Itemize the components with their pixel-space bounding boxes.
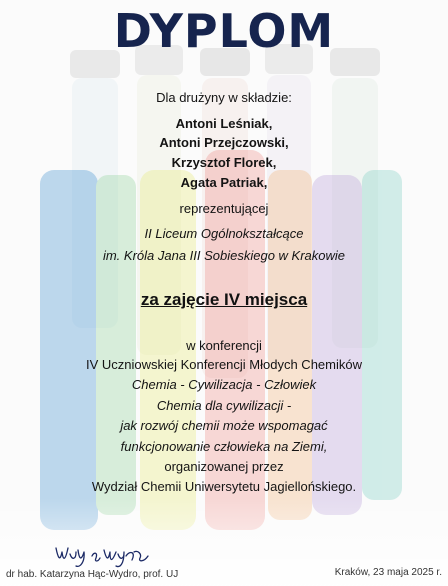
school-patron: im. Króla Jana III Sobieskiego w Krakowie — [102, 248, 346, 263]
intro-text: Dla drużyny w składzie: — [156, 90, 292, 105]
diploma-title: DYPLOM — [113, 4, 335, 58]
school-name: II Liceum Ogólnokształcące — [144, 226, 304, 241]
organized-by-text: organizowanej przez — [164, 459, 284, 474]
organizer-name: Wydział Chemii Uniwersytetu Jagiellońskiego. — [91, 479, 357, 494]
conference-intro: w konferencji — [186, 338, 262, 353]
place-award: za zajęcie IV miejsca — [140, 290, 308, 309]
conference-subtitle: Chemia - Cywilizacja - Człowiek — [131, 377, 317, 392]
topic-line: Chemia dla cywilizacji - — [156, 398, 292, 413]
team-member: Krzysztof Florek, — [171, 155, 277, 170]
place-and-date: Kraków, 23 maja 2025 r. — [334, 567, 442, 578]
conference-name: IV Uczniowskiej Konferencji Młodych Chemików — [86, 357, 362, 372]
topic-line: jak rozwój chemii może wspomagać — [120, 418, 328, 433]
team-member: Agata Patriak, — [180, 175, 268, 190]
team-member: Antoni Leśniak, — [175, 116, 273, 131]
signatory-name: dr hab. Katarzyna Hąc-Wydro, prof. UJ — [6, 569, 179, 580]
team-member: Antoni Przejczowski, — [159, 135, 289, 150]
representing-text: reprezentującej — [179, 201, 269, 216]
handwritten-signature — [52, 540, 152, 570]
topic-line: funkcjonowanie człowieka na Ziemi, — [120, 439, 328, 454]
